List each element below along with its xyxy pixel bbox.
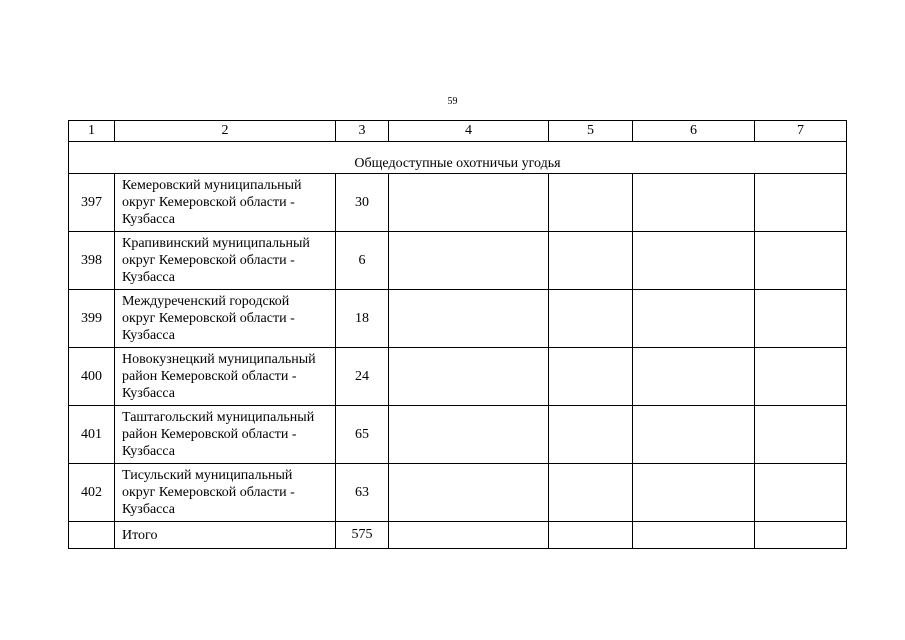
district-name-line: Тисульский муниципальный xyxy=(122,468,293,483)
count-value: 65 xyxy=(336,406,389,464)
empty-cell xyxy=(549,464,633,522)
empty-cell xyxy=(389,290,549,348)
column-header-1: 1 xyxy=(69,121,115,142)
row-number: 397 xyxy=(69,174,115,232)
section-row xyxy=(69,142,847,174)
district-name-line: Крапивинский муниципальный xyxy=(122,236,310,251)
empty-cell xyxy=(549,232,633,290)
section-title: Общедоступные охотничьи угодья xyxy=(69,142,847,174)
empty-cell xyxy=(69,522,115,549)
count-value: 30 xyxy=(336,174,389,232)
district-name-line: Кузбасса xyxy=(122,444,175,459)
district-name xyxy=(115,174,336,232)
total-label: Итого xyxy=(115,522,336,549)
table-row xyxy=(69,464,847,522)
empty-cell xyxy=(389,406,549,464)
row-number: 402 xyxy=(69,464,115,522)
district-name-line: Кузбасса xyxy=(122,212,175,227)
empty-cell xyxy=(549,290,633,348)
table-row xyxy=(69,174,847,232)
total-value: 575 xyxy=(336,522,389,549)
page-number: 59 xyxy=(447,96,458,107)
district-name-line: район Кемеровской области - xyxy=(122,369,297,384)
column-header-6: 6 xyxy=(633,121,755,142)
empty-cell xyxy=(549,348,633,406)
empty-cell xyxy=(389,348,549,406)
empty-cell xyxy=(389,464,549,522)
district-name-line: Междуреченский городской xyxy=(122,294,290,309)
empty-cell xyxy=(549,174,633,232)
empty-cell xyxy=(389,174,549,232)
district-name-line: округ Кемеровской области - xyxy=(122,195,295,210)
district-name xyxy=(115,232,336,290)
empty-cell xyxy=(633,232,755,290)
column-header-4: 4 xyxy=(389,121,549,142)
district-name xyxy=(115,406,336,464)
district-name-line: Кемеровский муниципальный xyxy=(122,178,302,193)
district-name-line: округ Кемеровской области - xyxy=(122,311,295,326)
district-name xyxy=(115,348,336,406)
empty-cell xyxy=(755,348,847,406)
column-header-5: 5 xyxy=(549,121,633,142)
empty-cell xyxy=(633,464,755,522)
empty-cell xyxy=(633,174,755,232)
district-name-line: округ Кемеровской области - xyxy=(122,485,295,500)
column-header-row xyxy=(69,121,847,142)
row-number: 401 xyxy=(69,406,115,464)
empty-cell xyxy=(633,348,755,406)
table-row xyxy=(69,406,847,464)
district-name-line: район Кемеровской области - xyxy=(122,427,297,442)
district-name-line: Кузбасса xyxy=(122,270,175,285)
row-number: 400 xyxy=(69,348,115,406)
empty-cell xyxy=(549,522,633,549)
district-name-line: Таштагольский муниципальный xyxy=(122,410,315,425)
district-name xyxy=(115,464,336,522)
column-header-2: 2 xyxy=(115,121,336,142)
empty-cell xyxy=(389,522,549,549)
district-name-line: Кузбасса xyxy=(122,502,175,517)
count-value: 24 xyxy=(336,348,389,406)
hunting-grounds-table xyxy=(68,120,847,549)
empty-cell xyxy=(755,290,847,348)
column-header-3: 3 xyxy=(336,121,389,142)
row-number: 399 xyxy=(69,290,115,348)
district-name-line: Кузбасса xyxy=(122,386,175,401)
empty-cell xyxy=(755,174,847,232)
empty-cell xyxy=(633,522,755,549)
district-name-line: Кузбасса xyxy=(122,328,175,343)
district-name-line: Новокузнецкий муниципальный xyxy=(122,352,316,367)
empty-cell xyxy=(755,406,847,464)
empty-cell xyxy=(633,290,755,348)
row-number: 398 xyxy=(69,232,115,290)
table-row xyxy=(69,348,847,406)
empty-cell xyxy=(755,522,847,549)
empty-cell xyxy=(549,406,633,464)
empty-cell xyxy=(755,232,847,290)
district-name xyxy=(115,290,336,348)
total-row xyxy=(69,522,847,549)
count-value: 18 xyxy=(336,290,389,348)
count-value: 63 xyxy=(336,464,389,522)
count-value: 6 xyxy=(336,232,389,290)
district-name-line: округ Кемеровской области - xyxy=(122,253,295,268)
empty-cell xyxy=(633,406,755,464)
table-row xyxy=(69,290,847,348)
table-row xyxy=(69,232,847,290)
empty-cell xyxy=(755,464,847,522)
empty-cell xyxy=(389,232,549,290)
column-header-7: 7 xyxy=(755,121,847,142)
